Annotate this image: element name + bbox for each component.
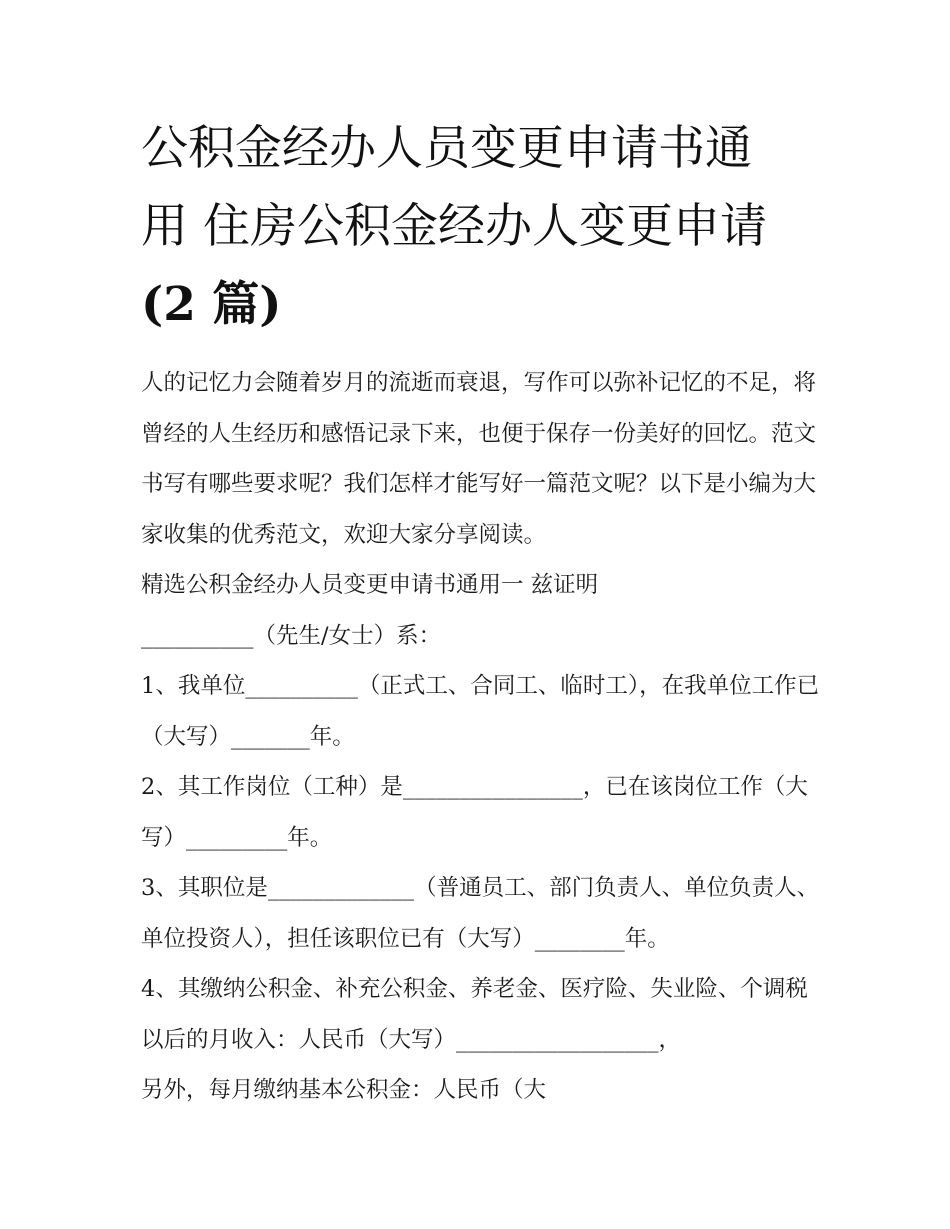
item-1: 1、我单位__________（正式工、合同工、临时工），在我单位工作已（大写）_______年。 [141, 673, 820, 750]
item-4: 4、其缴纳公积金、补充公积金、养老金、医疗险、失业险、个调税以后的月收入：人民币（大写）__________________， [141, 976, 808, 1053]
document-page [141, 110, 821, 1116]
section-heading: 精选公积金经办人员变更申请书通用一 兹证明 [141, 572, 599, 598]
document-body [141, 358, 821, 1116]
item-2: 2、其工作岗位（工种）是________________，已在该岗位工作（大写）_________年。 [141, 774, 808, 851]
title-line-1: 公积金经办人员变更申请书通 [141, 121, 752, 176]
intro-paragraph: 人的记忆力会随着岁月的流逝而衰退，写作可以弥补记忆的不足，将曾经的人生经历和感悟记录下来，也便于保存一份美好的回忆。范文书写有哪些要求呢？我们怎样才能写好一篇范文呢？以下是小编为大家收集的优秀范文，欢迎大家分享阅读。 [141, 370, 817, 548]
title-line-2: 用 住房公积金经办人变更申请 [141, 199, 767, 254]
title-line-3: (2 篇) [141, 277, 282, 332]
item-5: 另外，每月缴纳基本公积金：人民币（大 [141, 1077, 547, 1103]
salutation-line: __________（先生/女士）系： [141, 622, 442, 649]
item-3: 3、其职位是_____________（普通员工、部门负责人、单位负责人、单位投资人），担任该职位已有（大写）________年。 [141, 875, 820, 952]
document-title [141, 110, 821, 344]
